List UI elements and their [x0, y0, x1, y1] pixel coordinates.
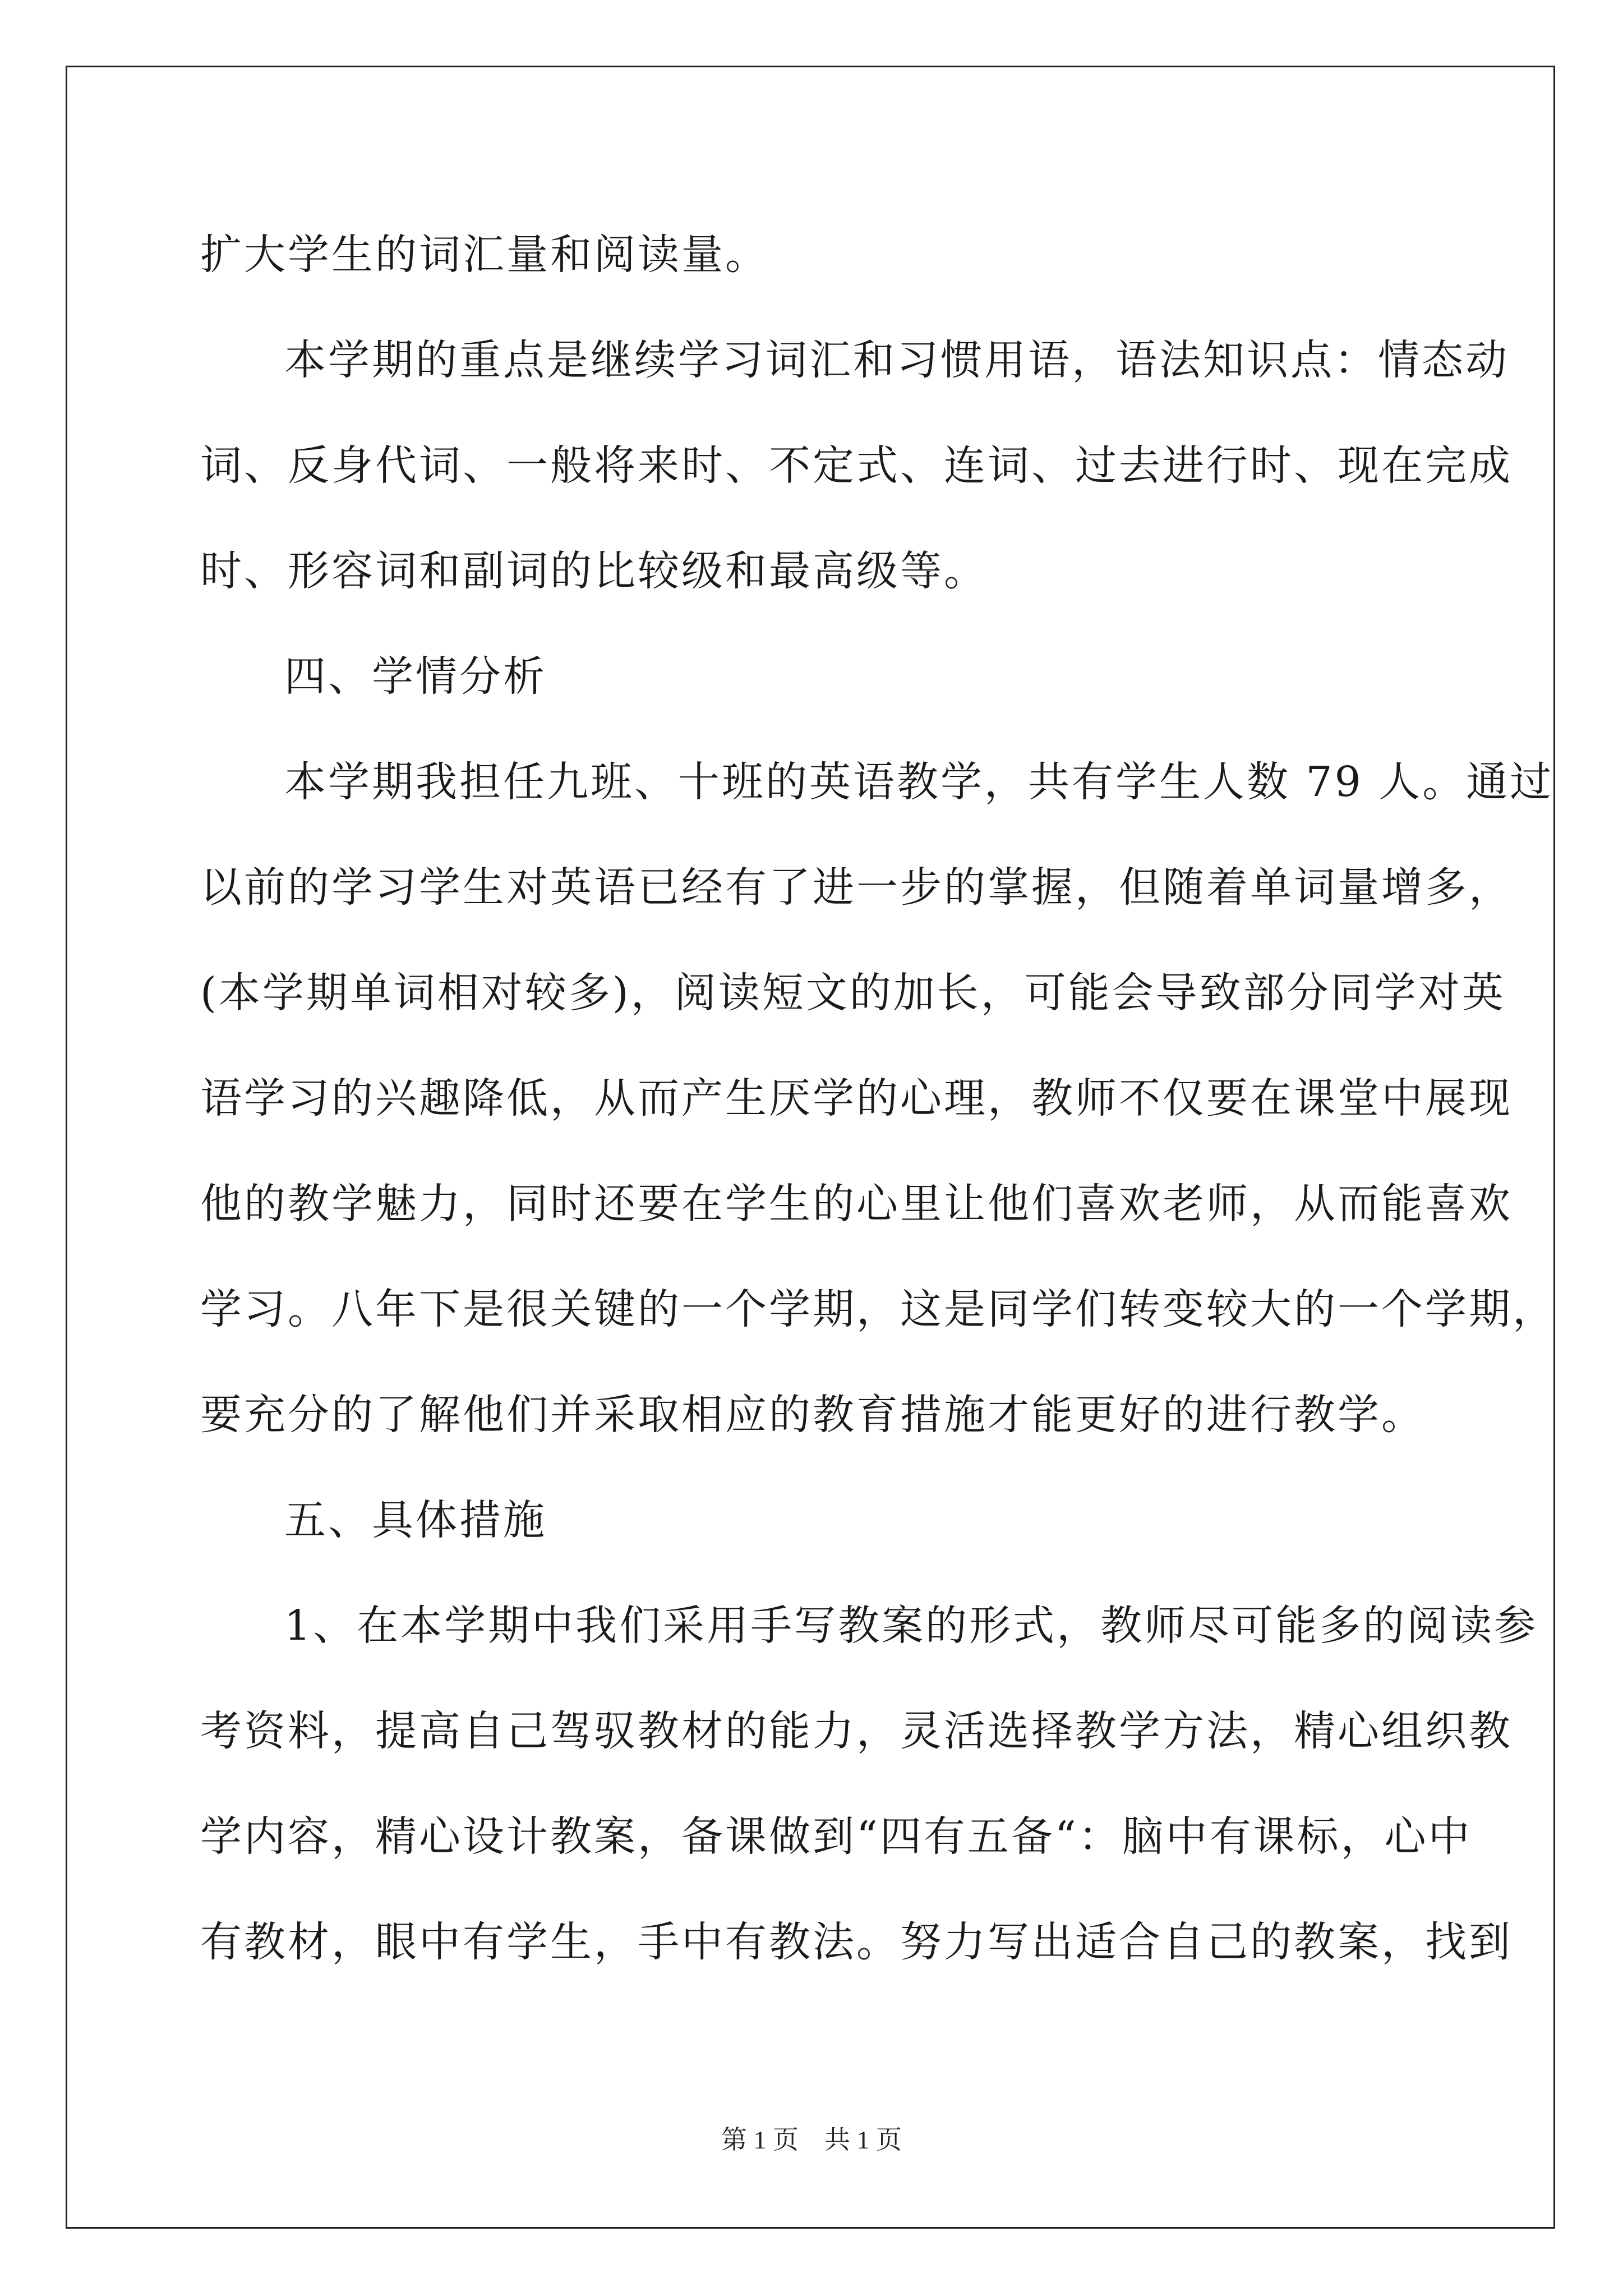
section-heading-measures: 五、具体措施: [284, 1496, 547, 1544]
text-line-8: (本学期单词相对较多)，阅读短文的加长，可能会导致部分同学对英: [200, 969, 1506, 1017]
text-line-6: 本学期我担任九班、十班的英语教学，共有学生人数 79 人。通过: [284, 758, 1554, 806]
text-line-16: 学内容，精心设计教案，备课做到“四有五备“：脑中有课标，心中: [200, 1812, 1472, 1861]
text-line-2: 本学期的重点是继续学习词汇和习惯用语，语法知识点：情态动: [284, 336, 1509, 384]
text-line-10: 他的教学魅力，同时还要在学生的心里让他们喜欢老师，从而能喜欢: [200, 1180, 1513, 1228]
text-line-4: 时、形容词和副词的比较级和最高级等。: [200, 547, 988, 595]
document-body: [200, 202, 1556, 1995]
text-line-1: 扩大学生的词汇量和阅读量。: [200, 231, 769, 279]
text-line-7: 以前的学习学生对英语已经有了进一步的掌握，但随着单词量增多，: [200, 863, 1513, 912]
text-line-17: 有教材，眼中有学生，手中有教法。努力写出适合自己的教案，找到: [200, 1918, 1513, 1966]
text-line-3: 词、反身代词、一般将来时、不定式、连词、过去进行时、现在完成: [200, 441, 1513, 490]
text-line-14: 1、在本学期中我们采用手写教案的形式，教师尽可能多的阅读参: [284, 1602, 1538, 1650]
text-line-9: 语学习的兴趣降低，从而产生厌学的心理，教师不仅要在课堂中展现: [200, 1074, 1513, 1122]
section-heading-analysis: 四、学情分析: [284, 652, 547, 701]
page-footer: 第 1 页 共 1 页: [721, 2125, 902, 2154]
text-line-15: 考资料，提高自己驾驭教材的能力，灵活选择教学方法，精心组织教: [200, 1707, 1513, 1755]
text-line-11: 学习。八年下是很关键的一个学期，这是同学们转变较大的一个学期，: [200, 1285, 1556, 1333]
text-line-12: 要充分的了解他们并采取相应的教育措施才能更好的进行教学。: [200, 1391, 1425, 1439]
